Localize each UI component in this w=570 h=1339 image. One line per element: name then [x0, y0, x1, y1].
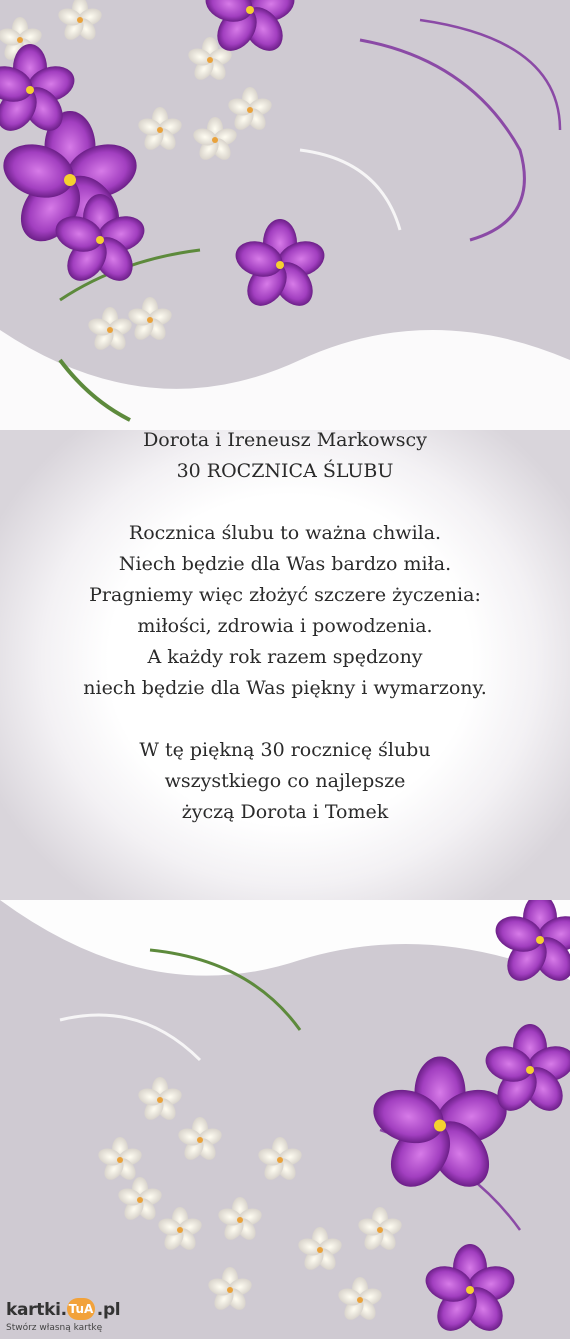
wish-line: W tę piękną 30 rocznicę ślubu [139, 739, 431, 761]
spacer [0, 487, 570, 518]
poem-line: niech będzie dla Was piękny i wymarzony. [83, 677, 487, 699]
logo-brand: kartki. .pl [6, 1300, 121, 1320]
spacer [0, 704, 570, 735]
poem-line: miłości, zdrowia i powodzenia. [137, 615, 433, 637]
poem-line: Pragniemy więc złożyć szczere życzenia: [89, 584, 481, 606]
top-floral-decoration [0, 0, 570, 430]
poem-line: Niech będzie dla Was bardzo miła. [118, 553, 452, 575]
greeting-text [0, 425, 570, 828]
logo-badge: TuA [67, 1298, 95, 1320]
signature-line: życzą Dorota i Tomek [181, 801, 389, 823]
wish-line: wszystkiego co najlepsze [164, 770, 406, 792]
poem-line: A każdy rok razem spędzony [147, 646, 423, 668]
occasion-line: 30 ROCZNICA ŚLUBU [176, 460, 394, 482]
poem-line: Rocznica ślubu to ważna chwila. [128, 522, 442, 544]
logo-tagline: Stwórz własną kartkę [6, 1323, 103, 1333]
site-logo[interactable] [6, 1300, 121, 1337]
names-line: Dorota i Ireneusz Markowscy [143, 429, 427, 451]
bottom-floral-decoration [0, 900, 570, 1339]
